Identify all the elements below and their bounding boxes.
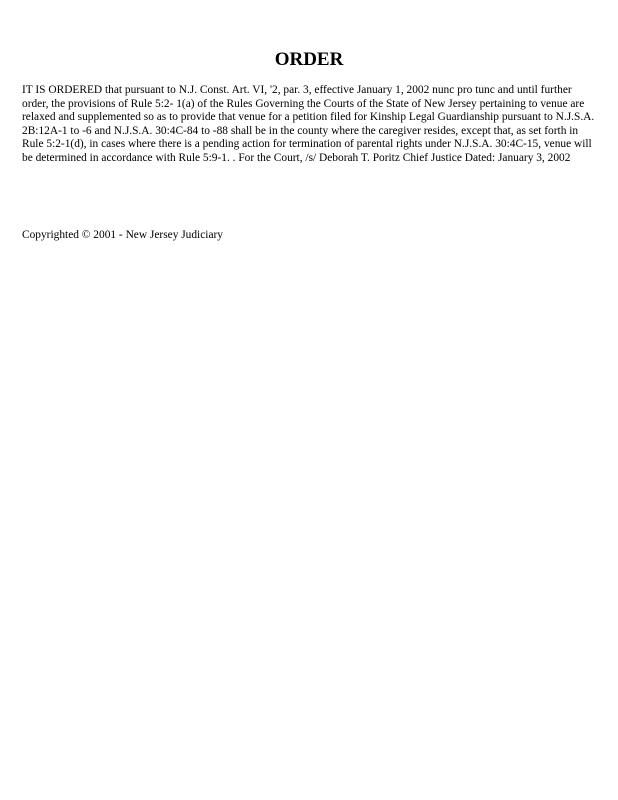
copyright-notice: Copyrighted © 2001 - New Jersey Judiciary [22, 229, 223, 241]
page-title: ORDER [274, 49, 344, 70]
order-body-text: IT IS ORDERED that pursuant to N.J. Const. Art. VI, '2, par. 3, effective January 1, 2002 nunc pro tunc and until further order, the provisions of Rule 5:2- 1(a) of the Rules Governing the Courts of the State of New Jersey pertaining to venue are relaxed and supplemented so as to provide that venue for a petition filed for Kinship Legal Guardianship pursuant to N.J.S.A. 2B:12A-1 to -6 and N.J.S.A. 30:4C-84 to -88 shall be in the county where the caregiver resides, except that, as set forth in Rule 5:2-1(d), in cases where there is a pending action for termination of parental rights under N.J.S.A. 30:4C-15, venue will be determined in accordance with Rule 5:9-1. . For the Court, /s/ Deborah T. Poritz Chief Justice Dated: January 3, 2002 [22, 84, 595, 164]
